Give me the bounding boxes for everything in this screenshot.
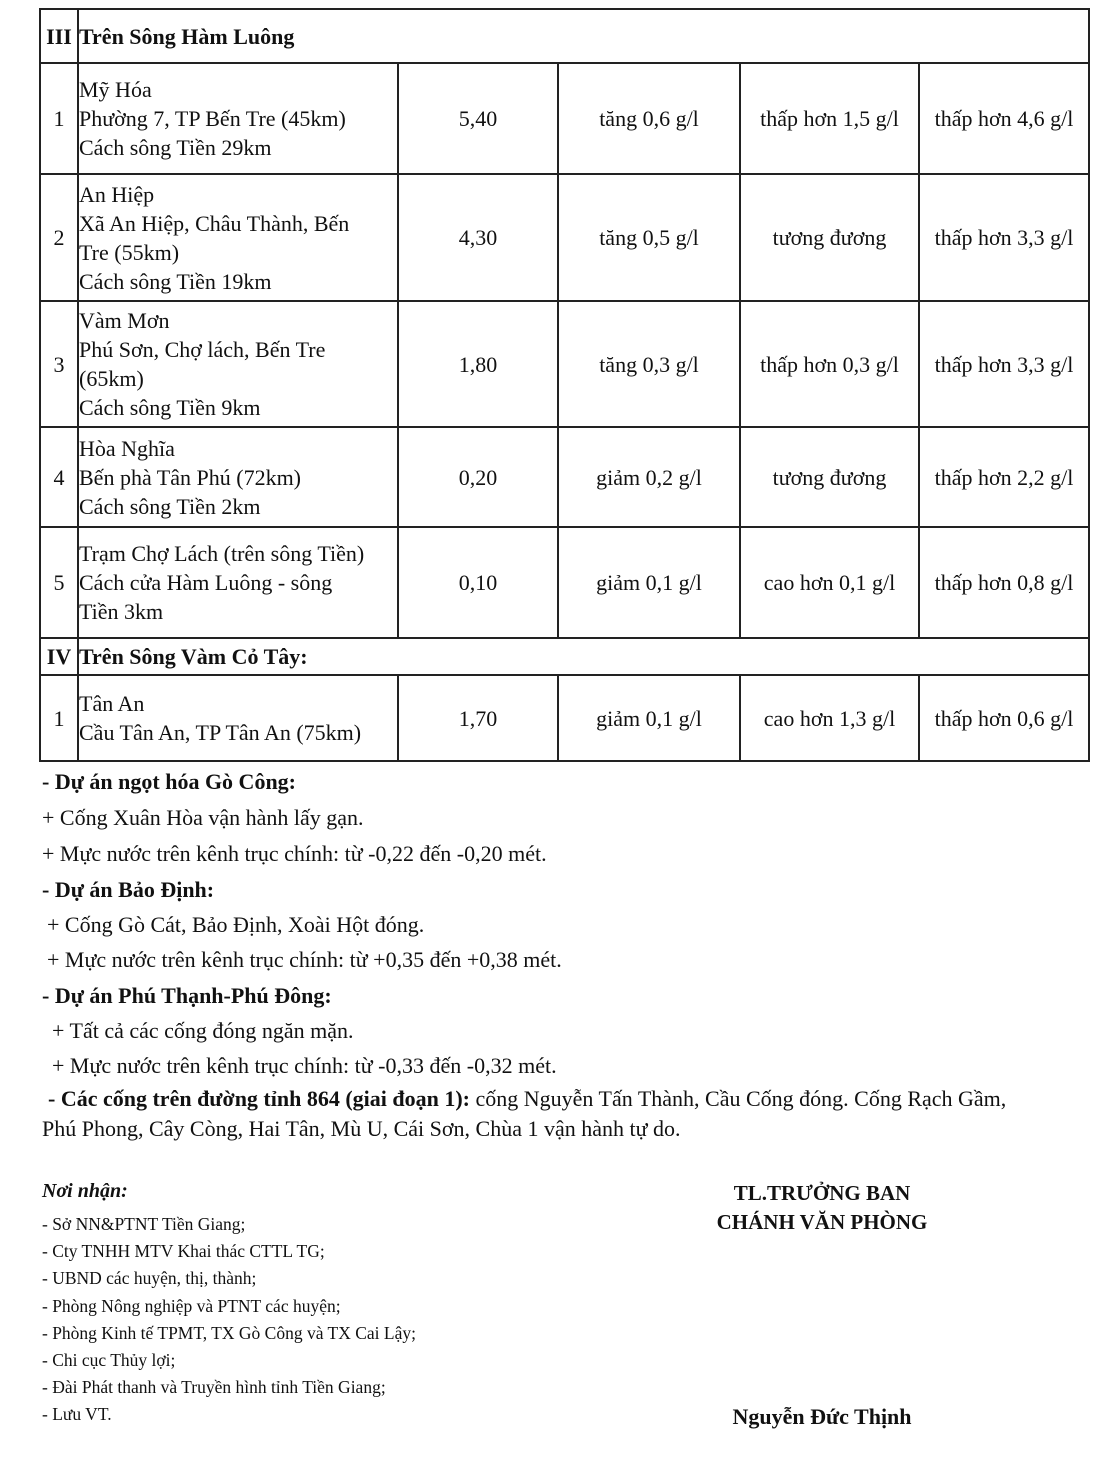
comparison-col-6: thấp hơn 2,2 g/l	[919, 427, 1089, 527]
table-row	[40, 301, 1089, 427]
row-number: 4	[40, 427, 78, 527]
change-vs-previous-day: giảm 0,1 g/l	[558, 527, 740, 638]
recipients-title: Nơi nhận:	[42, 1180, 128, 1202]
road864-text-1: cống Nguyễn Tấn Thành, Cầu Cống đóng. Cống Rạch Gầm,	[470, 1086, 1007, 1111]
table-row	[40, 675, 1089, 761]
recipient-item: - Phòng Kinh tế TPMT, TX Gò Công và TX Cai Lậy;	[42, 1322, 416, 1343]
recipient-item: - UBND các huyện, thị, thành;	[42, 1268, 257, 1289]
bao-dinh-item-2: + Mực nước trên kênh trục chính: từ +0,35 đến +0,38 mét.	[47, 947, 562, 972]
location-line: Mỹ Hóa	[79, 77, 152, 102]
salinity-value: 0,10	[398, 527, 558, 638]
salinity-value: 1,80	[398, 301, 558, 427]
operation-notes	[42, 768, 1082, 1144]
salinity-value: 4,30	[398, 174, 558, 301]
comparison-col-6: thấp hơn 4,6 g/l	[919, 63, 1089, 174]
row-number: 1	[40, 63, 78, 174]
change-vs-previous-day: tăng 0,6 g/l	[558, 63, 740, 174]
table-row	[40, 63, 1089, 174]
comparison-col-5: thấp hơn 0,3 g/l	[740, 301, 919, 427]
recipients-list	[42, 1211, 416, 1429]
recipient-item: - Đài Phát thanh và Truyền hình tỉnh Tiền Giang;	[42, 1377, 386, 1398]
station-location	[78, 427, 398, 527]
location-line: Vàm Mơn	[79, 308, 170, 333]
comparison-col-5: thấp hơn 1,5 g/l	[740, 63, 919, 174]
comparison-col-6: thấp hơn 0,8 g/l	[919, 527, 1089, 638]
station-location	[78, 675, 398, 761]
row-number: 1	[40, 675, 78, 761]
station-location	[78, 527, 398, 638]
section-row	[40, 638, 1089, 675]
signature-title-2: CHÁNH VĂN PHÒNG	[716, 1210, 928, 1234]
bao-dinh-item-1: + Cống Gò Cát, Bảo Định, Xoài Hột đóng.	[47, 912, 425, 937]
road864-text-2: Phú Phong, Cây Còng, Hai Tân, Mù U, Cái Sơn, Chùa 1 vận hành tự do.	[42, 1116, 681, 1141]
section-number: III	[40, 9, 78, 63]
recipient-item: - Phòng Nông nghiệp và PTNT các huyện;	[42, 1295, 341, 1316]
section-title: Trên Sông Hàm Luông	[78, 9, 1089, 63]
location-line: Phường 7, TP Bến Tre (45km)	[79, 106, 346, 131]
change-vs-previous-day: tăng 0,3 g/l	[558, 301, 740, 427]
recipient-item: - Lưu VT.	[42, 1404, 112, 1425]
signature-title-1: TL.TRƯỞNG BAN	[733, 1181, 911, 1205]
comparison-col-5: cao hơn 1,3 g/l	[740, 675, 919, 761]
location-line: Cách cửa Hàm Luông - sông	[79, 570, 333, 595]
comparison-col-6: thấp hơn 3,3 g/l	[919, 301, 1089, 427]
comparison-col-5: tương đương	[740, 427, 919, 527]
location-line: Hòa Nghĩa	[79, 435, 175, 461]
location-line: Tre (55km)	[79, 239, 180, 265]
bao-dinh-heading: - Dự án Bảo Định:	[42, 877, 215, 902]
change-vs-previous-day: giảm 0,1 g/l	[558, 675, 740, 761]
location-line: An Hiệp	[79, 181, 155, 207]
table-row	[40, 527, 1089, 638]
location-line: Xã An Hiệp, Châu Thành, Bến	[79, 210, 350, 236]
station-location	[78, 174, 398, 301]
recipient-item: - Sở NN&PTNT Tiền Giang;	[42, 1214, 246, 1234]
row-number: 3	[40, 301, 78, 427]
section-title: Trên Sông Vàm Cỏ Tây:	[78, 638, 1089, 675]
change-vs-previous-day: tăng 0,5 g/l	[558, 174, 740, 301]
salinity-table	[39, 8, 1090, 762]
comparison-col-5: cao hơn 0,1 g/l	[740, 527, 919, 638]
location-line: Cách sông Tiền 9km	[79, 395, 261, 420]
location-line: Cách sông Tiền 2km	[79, 493, 261, 519]
row-number: 2	[40, 174, 78, 301]
table-row	[40, 174, 1089, 301]
go-cong-heading: - Dự án ngọt hóa Gò Công:	[42, 769, 297, 794]
station-location	[78, 301, 398, 427]
section-number: IV	[40, 638, 78, 675]
go-cong-item-1: + Cống Xuân Hòa vận hành lấy gạn.	[42, 805, 364, 830]
phu-thanh-item-2: + Mực nước trên kênh trục chính: từ -0,33 đến -0,32 mét.	[52, 1053, 557, 1078]
location-line: Cầu Tân An, TP Tân An (75km)	[79, 720, 362, 745]
comparison-col-6: thấp hơn 0,6 g/l	[919, 675, 1089, 761]
salinity-value: 5,40	[398, 63, 558, 174]
go-cong-item-2: + Mực nước trên kênh trục chính: từ -0,22 đến -0,20 mét.	[42, 841, 547, 866]
location-line: Tiền 3km	[79, 599, 164, 624]
salinity-value: 1,70	[398, 675, 558, 761]
recipient-item: - Chi cục Thủy lợi;	[42, 1349, 176, 1370]
road864-heading: - Các cống trên đường tỉnh 864 (giai đoạn 1):	[48, 1086, 471, 1111]
table-row	[40, 427, 1089, 527]
recipient-item: - Cty TNHH MTV Khai thác CTTL TG;	[42, 1241, 325, 1262]
signer-name: Nguyễn Đức Thịnh	[732, 1404, 912, 1429]
comparison-col-5: tương đương	[740, 174, 919, 301]
salinity-value: 0,20	[398, 427, 558, 527]
change-vs-previous-day: giảm 0,2 g/l	[558, 427, 740, 527]
phu-thanh-heading: - Dự án Phú Thạnh-Phú Đông:	[42, 983, 332, 1008]
comparison-col-6: thấp hơn 3,3 g/l	[919, 174, 1089, 301]
station-location	[78, 63, 398, 174]
location-line: Phú Sơn, Chợ lách, Bến Tre	[79, 337, 326, 362]
location-line: Trạm Chợ Lách (trên sông Tiền)	[79, 541, 365, 566]
phu-thanh-item-1: + Tất cả các cống đóng ngăn mặn.	[52, 1018, 354, 1043]
location-line: Cách sông Tiền 29km	[79, 135, 272, 160]
section-row	[40, 9, 1089, 63]
location-line: Tân An	[79, 691, 145, 716]
location-line: Cách sông Tiền 19km	[79, 268, 272, 294]
location-line: Bến phà Tân Phú (72km)	[79, 464, 302, 490]
road864-note	[42, 1084, 1082, 1114]
location-line: (65km)	[79, 366, 144, 391]
row-number: 5	[40, 527, 78, 638]
